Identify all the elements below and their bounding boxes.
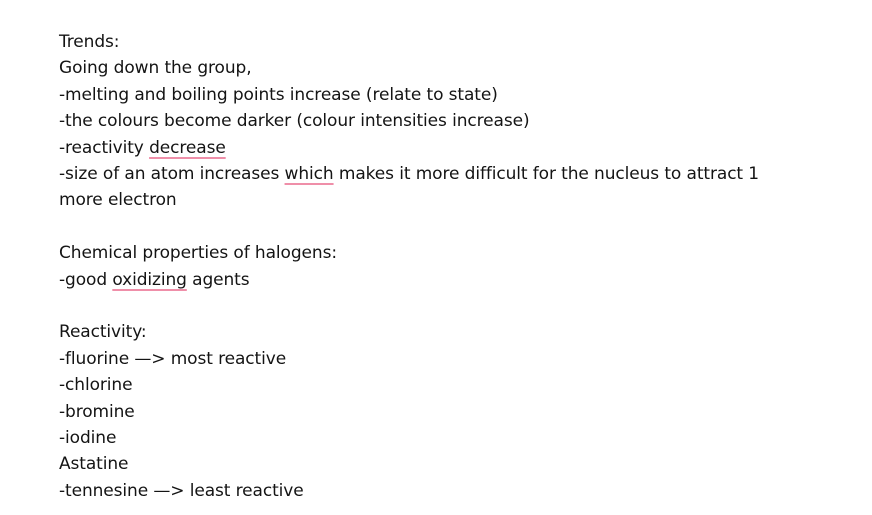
trend-colours: -the colours become darker (colour intensities increase) (59, 111, 530, 132)
chemical-item-prefix: -good (59, 269, 113, 290)
spellcheck-word-oxidizing[interactable]: oxidizing (112, 269, 187, 290)
document-body[interactable] (59, 29, 849, 504)
trend-size-prefix: -size of an atom increases (59, 164, 285, 185)
reactivity-item-bromine: -bromine (59, 401, 135, 422)
reactivity-heading: Reactivity: (59, 322, 147, 343)
trend-reactivity (59, 135, 849, 161)
chemical-heading: Chemical properties of halogens: (59, 243, 337, 264)
trends-heading: Trends: (59, 32, 120, 52)
blank-line (59, 214, 849, 240)
reactivity-item-tennesine: -tennesine —> least reactive (59, 480, 304, 501)
spellcheck-word-which[interactable]: which (284, 164, 334, 185)
trends-intro: Going down the group, (59, 58, 252, 79)
reactivity-item-astatine: Astatine (59, 454, 129, 475)
chemical-item (59, 267, 849, 293)
reactivity-item-chlorine: -chlorine (59, 375, 133, 396)
trend-size-continuation: more electron (59, 190, 177, 211)
trend-size (59, 161, 849, 187)
trend-melting: -melting and boiling points increase (relate to state) (59, 84, 498, 105)
chemical-item-suffix: agents (186, 269, 250, 290)
trend-size-suffix: makes it more difficult for the nucleus to attract 1 (333, 164, 760, 185)
reactivity-item-iodine: -iodine (59, 428, 117, 449)
reactivity-item-fluorine: -fluorine —> most reactive (59, 348, 287, 369)
trend-reactivity-prefix: -reactivity (59, 137, 150, 158)
blank-line (59, 293, 849, 319)
spellcheck-word-decrease[interactable]: decrease (149, 137, 226, 158)
